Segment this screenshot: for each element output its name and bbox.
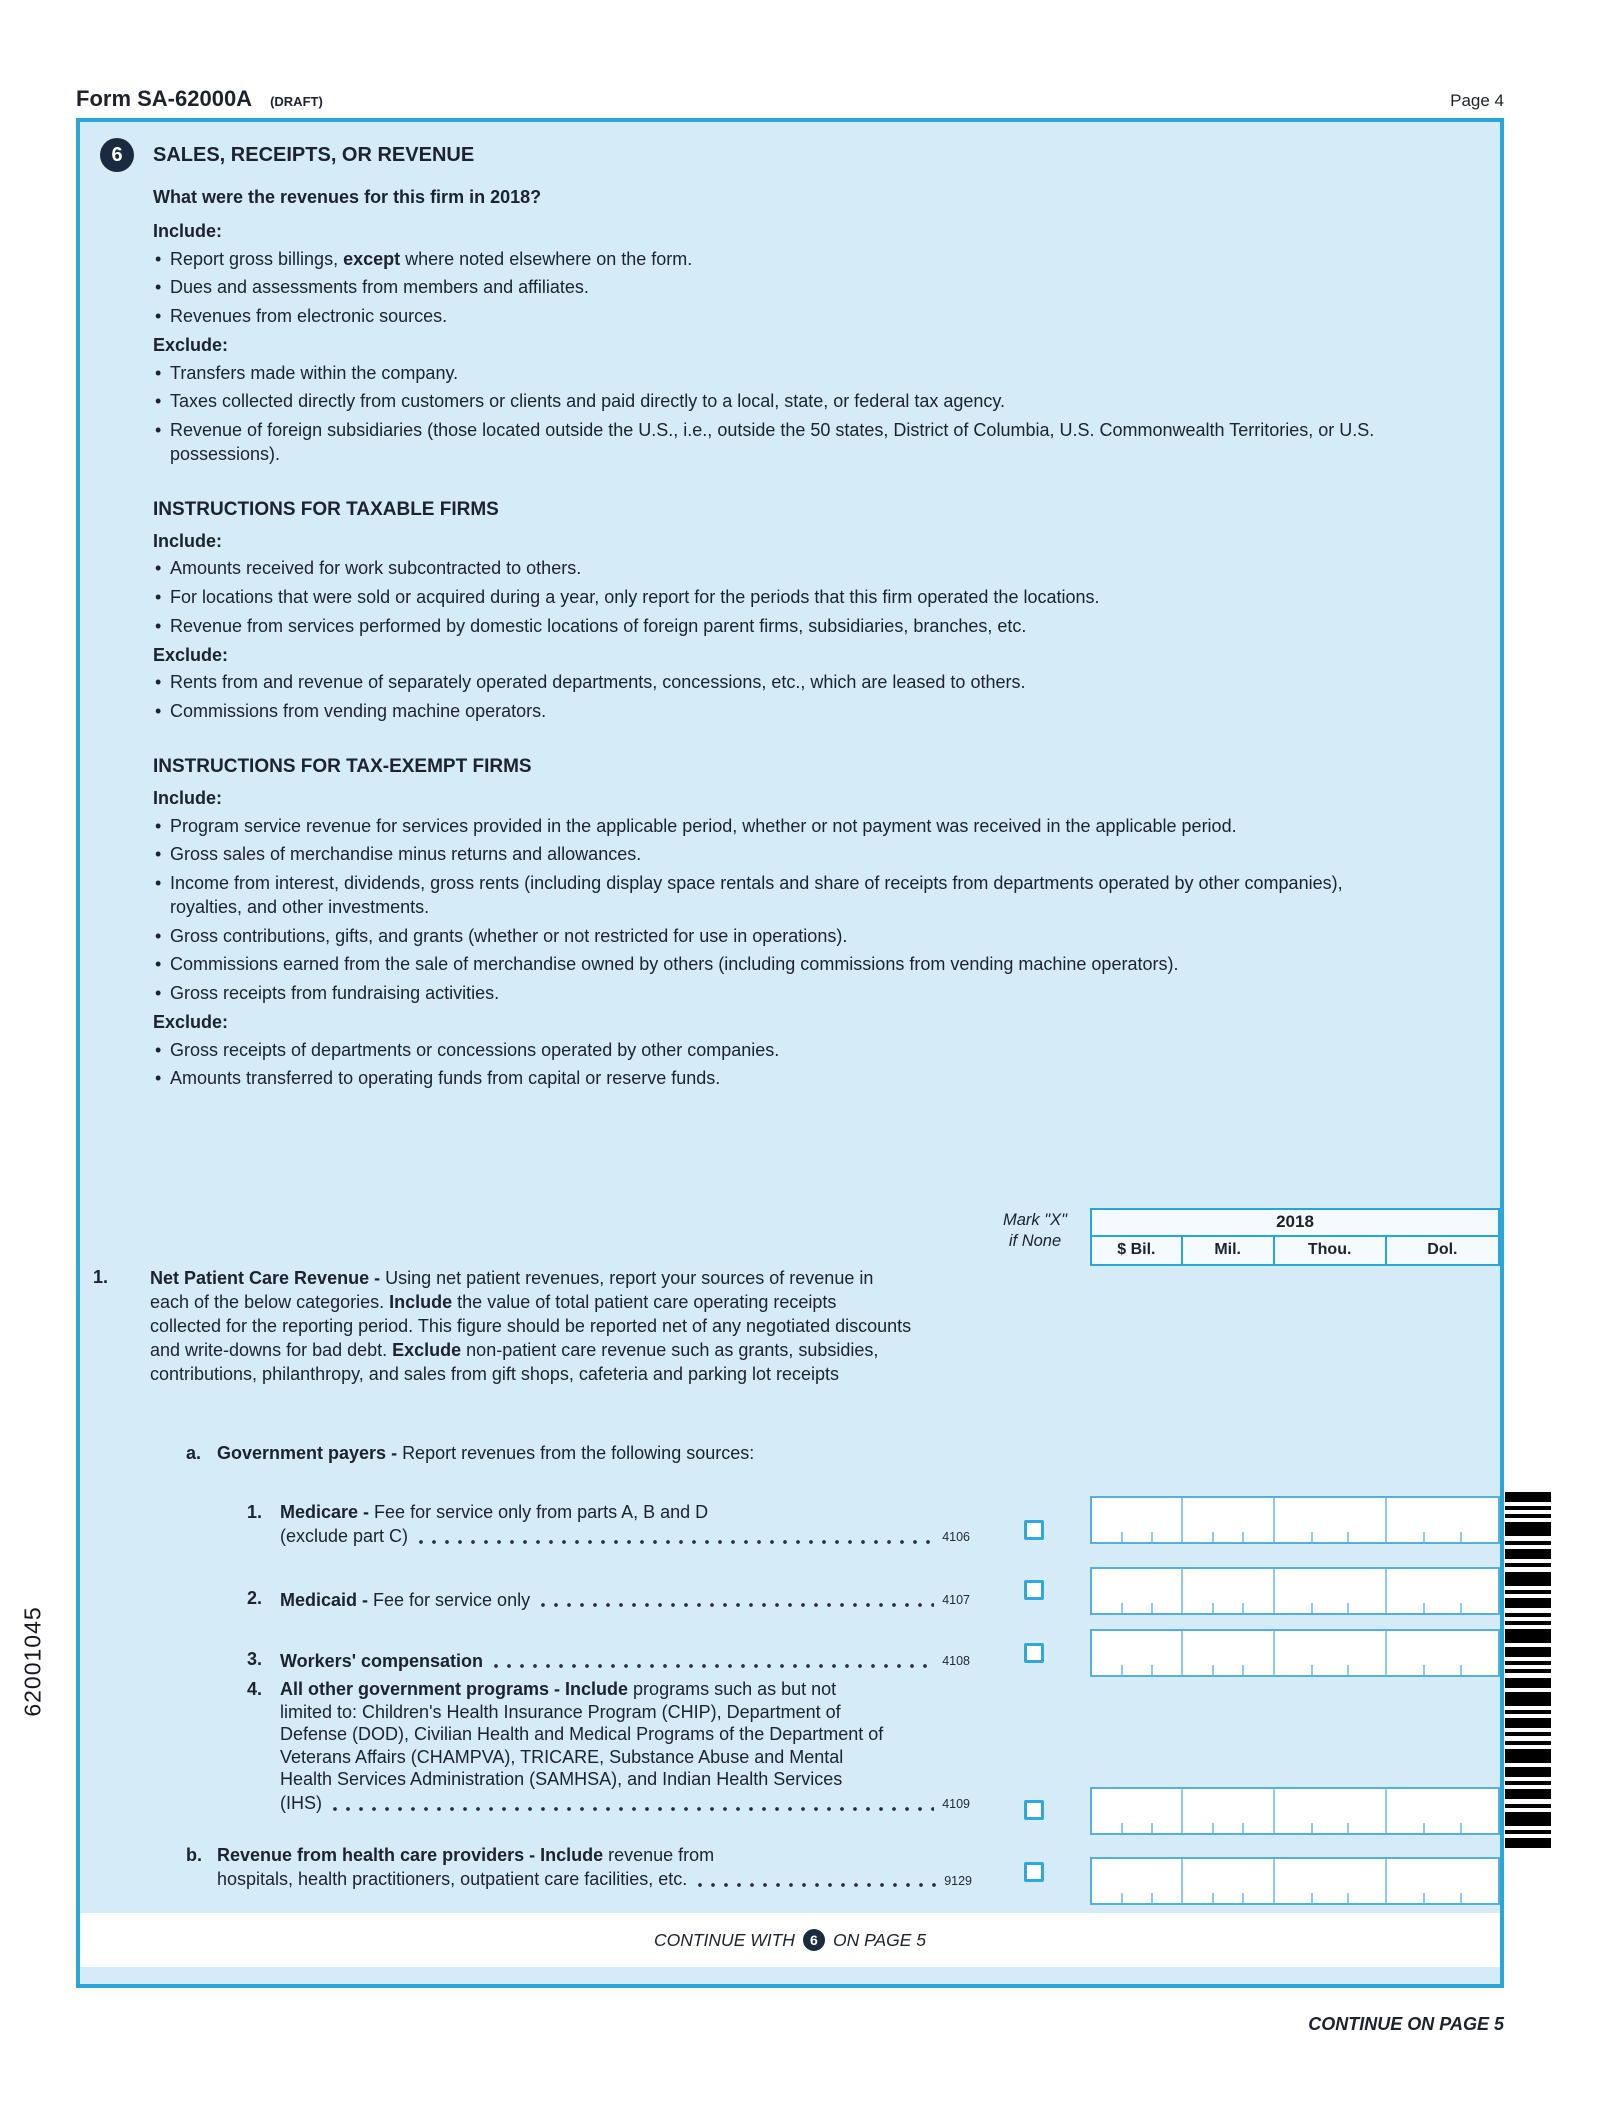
column-header-thou: Thou. — [1273, 1237, 1385, 1264]
line-item-text: Medicare - Fee for service only from parts A, B and D — [280, 1502, 709, 1522]
item-code: 4106 — [942, 1529, 970, 1544]
tax-exempt-firms-heading: INSTRUCTIONS FOR TAX-EXEMPT FIRMS — [153, 755, 532, 777]
instructions-content — [153, 186, 1403, 1091]
cell-mil-9129[interactable] — [1181, 1859, 1273, 1903]
item-code: 4107 — [942, 1593, 970, 1608]
bullet-item: • Transfers made within the company. — [153, 362, 1403, 386]
cell-thou-4109[interactable] — [1273, 1789, 1385, 1833]
cell-mil-4109[interactable] — [1181, 1789, 1273, 1833]
include-list — [153, 248, 1403, 329]
bullet-item: • Gross sales of merchandise minus returns and allowances. — [153, 843, 1403, 867]
barcode — [1505, 1492, 1551, 1870]
section-6-panel — [76, 118, 1504, 1988]
item-code: 4108 — [942, 1654, 970, 1669]
amount-row-4107 — [1090, 1567, 1500, 1615]
line-item-health-care-providers — [186, 1844, 972, 1891]
taxable-exclude-list — [153, 671, 1403, 724]
mark-x-if-none-label: Mark "X" if None — [1003, 1211, 1067, 1250]
unit-column-headers — [1092, 1237, 1498, 1264]
exclude-label: Exclude: — [153, 644, 229, 665]
line-item-number: 1. — [247, 1502, 263, 1522]
cell-mil-4107[interactable] — [1181, 1569, 1273, 1613]
bullet-item: • Program service revenue for services provided in the applicable period, whether or not payment was received in the applicable period. — [153, 815, 1403, 839]
bullet-item: • Gross contributions, gifts, and grants (whether or not restricted for use in operations). — [153, 925, 1403, 949]
page-header — [76, 86, 1504, 112]
cell-bil-4107[interactable] — [1092, 1569, 1181, 1613]
bullet-item: • Taxes collected directly from customers or clients and paid directly to a local, state, or federal tax agency. — [153, 390, 1403, 414]
bullet-item: • Income from interest, dividends, gross rents (including display space rentals and share of receipts from departments operated by other companies), royalties, and other investments. — [153, 872, 1403, 920]
section-title: SALES, RECEIPTS, OR REVENUE — [153, 143, 475, 166]
cell-thou-4106[interactable] — [1273, 1498, 1385, 1542]
taxable-include-list — [153, 557, 1403, 638]
dot-leader — [332, 1801, 934, 1813]
section-6-badge-small: 6 — [803, 1929, 825, 1951]
taxable-firms-heading: INSTRUCTIONS FOR TAXABLE FIRMS — [153, 498, 499, 520]
form-number: Form SA-62000A — [76, 86, 253, 111]
line-item-number: 3. — [247, 1649, 263, 1669]
continue-band — [80, 1913, 1500, 1967]
cell-dol-9129[interactable] — [1385, 1859, 1498, 1903]
item-code: 4109 — [942, 1796, 970, 1811]
page-number: Page 4 — [1450, 91, 1504, 110]
line-item-number: 2. — [247, 1588, 263, 1608]
bullet-item: • Amounts transferred to operating funds from capital or reserve funds. — [153, 1067, 1403, 1091]
draft-label: (DRAFT) — [270, 94, 323, 109]
item-1-number: 1. — [93, 1267, 109, 1287]
cell-dol-4106[interactable] — [1385, 1498, 1498, 1542]
line-item-medicare — [247, 1501, 970, 1548]
cell-mil-4108[interactable] — [1181, 1631, 1273, 1675]
cell-dol-4107[interactable] — [1385, 1569, 1498, 1613]
leader-row — [217, 1867, 972, 1891]
item-1-description: Net Patient Care Revenue - Using net patient revenues, report your sources of revenue in each of the below categories. Include the value of total patient care operating receipts collected for the reporting period. This figure should be reported net of any negotiated discounts and write-downs for bad debt. Exclude non-patient care revenue such as grants, subsidies, contributions, philanthropy, and sales from gift shops, cafeteria and parking lot receipts — [150, 1268, 912, 1384]
include-label: Include: — [153, 530, 223, 551]
section-header — [80, 122, 1500, 172]
bullet-item: • Gross receipts from fundraising activities. — [153, 982, 1403, 1006]
line-item-other-government-programs — [247, 1678, 970, 1815]
cell-dol-4108[interactable] — [1385, 1631, 1498, 1675]
line-item-workers-compensation — [247, 1648, 970, 1672]
line-item-text: All other government programs - Include programs such as but not limited to: Children's Health Insurance Program (CHIP), Department of Defense (DOD), Civilian Health and Medical Programs of the Department of Veterans Affairs (CHAMPVA), TRICARE, Substance Abuse and Mental Health Services Administration (SAMHSA), and Indian Health Services — [280, 1679, 884, 1789]
line-item-text: Workers' compensation — [280, 1650, 484, 1671]
cell-mil-4106[interactable] — [1181, 1498, 1273, 1542]
bullet-item: • Commissions earned from the sale of merchandise owned by others (including commissions from vending machine operators). — [153, 953, 1403, 977]
line-item-text-tail: (exclude part C) — [280, 1526, 409, 1546]
section-number-badge: 6 — [100, 138, 134, 172]
dot-leader — [540, 1597, 934, 1609]
column-header-bil: $ Bil. — [1117, 1241, 1156, 1258]
none-checkbox-9129[interactable] — [1024, 1862, 1044, 1882]
year-column-header — [1090, 1208, 1500, 1266]
dot-leader — [493, 1658, 934, 1670]
line-item-text: Revenue from health care providers - Include revenue from — [217, 1845, 715, 1865]
include-label: Include: — [153, 220, 223, 241]
leader-row — [280, 1791, 970, 1815]
bullet-item: • Gross receipts of departments or concessions operated by other companies. — [153, 1039, 1403, 1063]
leader-row — [280, 1648, 970, 1672]
year-label: 2018 — [1092, 1210, 1498, 1237]
none-checkbox-4109[interactable] — [1024, 1800, 1044, 1820]
leader-row — [280, 1524, 970, 1548]
bullet-item: • Rents from and revenue of separately operated departments, concessions, etc., which are leased to others. — [153, 671, 1403, 695]
line-item-text-tail: hospitals, health practitioners, outpatient care facilities, etc. — [217, 1869, 688, 1889]
line-item-text-tail: (IHS) — [280, 1793, 322, 1813]
item-1a — [186, 1442, 777, 1465]
continue-on-page-5: CONTINUE ON PAGE 5 — [1308, 2014, 1504, 2034]
none-checkbox-4108[interactable] — [1024, 1643, 1044, 1663]
question: What were the revenues for this firm in 2018? — [153, 187, 542, 207]
dot-leader — [697, 1877, 936, 1889]
column-header-mil: Mil. — [1181, 1237, 1273, 1264]
line-item-text: Medicaid - Fee for service only — [280, 1589, 531, 1610]
column-header-dol: Dol. — [1385, 1237, 1498, 1264]
include-label: Include: — [153, 787, 223, 808]
exclude-label: Exclude: — [153, 334, 229, 355]
bullet-item: • Revenue of foreign subsidiaries (those located outside the U.S., i.e., outside the 50 states, District of Columbia, U.S. Commonwealth Territories, or U.S. possessions). — [153, 419, 1403, 467]
bullet-item: • For locations that were sold or acquired during a year, only report for the periods that this firm operated the locations. — [153, 586, 1403, 610]
cell-thou-4107[interactable] — [1273, 1569, 1385, 1613]
form-control-number: 62001045 — [19, 1606, 46, 1717]
cell-bil-9129[interactable] — [1092, 1859, 1181, 1903]
continue-band-prefix: CONTINUE WITH — [653, 1929, 795, 1950]
line-item-medicaid — [247, 1587, 970, 1611]
bullet-item: • Dues and assessments from members and affiliates. — [153, 276, 1403, 300]
bullet-item: • Commissions from vending machine operators. — [153, 700, 1403, 724]
cell-thou-9129[interactable] — [1273, 1859, 1385, 1903]
amount-row-4106 — [1090, 1496, 1500, 1544]
item-1a-label: a. — [186, 1443, 202, 1463]
amount-row-9129 — [1090, 1857, 1500, 1905]
item-1b-label: b. — [186, 1845, 202, 1865]
exclude-label: Exclude: — [153, 1011, 229, 1032]
dot-leader — [418, 1534, 934, 1546]
line-item-number: 4. — [247, 1679, 263, 1699]
cell-bil-4109[interactable] — [1092, 1789, 1181, 1833]
item-code: 9129 — [944, 1874, 972, 1889]
cell-thou-4108[interactable] — [1273, 1631, 1385, 1675]
cell-bil-4106[interactable] — [1092, 1498, 1181, 1542]
bullet-item: • Amounts received for work subcontracted to others. — [153, 557, 1403, 581]
bullet-item: • Report gross billings, except where noted elsewhere on the form. — [153, 248, 1403, 272]
amount-row-4108 — [1090, 1629, 1500, 1677]
item-1a-text: Government payers - Report revenues from the following sources: — [217, 1443, 755, 1463]
cell-dol-4109[interactable] — [1385, 1789, 1498, 1833]
tax-exempt-exclude-list — [153, 1039, 1403, 1092]
bullet-item: • Revenue from services performed by domestic locations of foreign parent firms, subsidiaries, branches, etc. — [153, 615, 1403, 639]
tax-exempt-include-list — [153, 815, 1403, 1006]
continue-band-suffix: ON PAGE 5 — [832, 1929, 926, 1950]
leader-row — [280, 1587, 970, 1611]
amount-row-4109 — [1090, 1787, 1500, 1835]
none-checkbox-4107[interactable] — [1024, 1580, 1044, 1600]
cell-bil-4108[interactable] — [1092, 1631, 1181, 1675]
exclude-list — [153, 362, 1403, 467]
bullet-item: • Revenues from electronic sources. — [153, 305, 1403, 329]
none-checkbox-4106[interactable] — [1024, 1520, 1044, 1540]
